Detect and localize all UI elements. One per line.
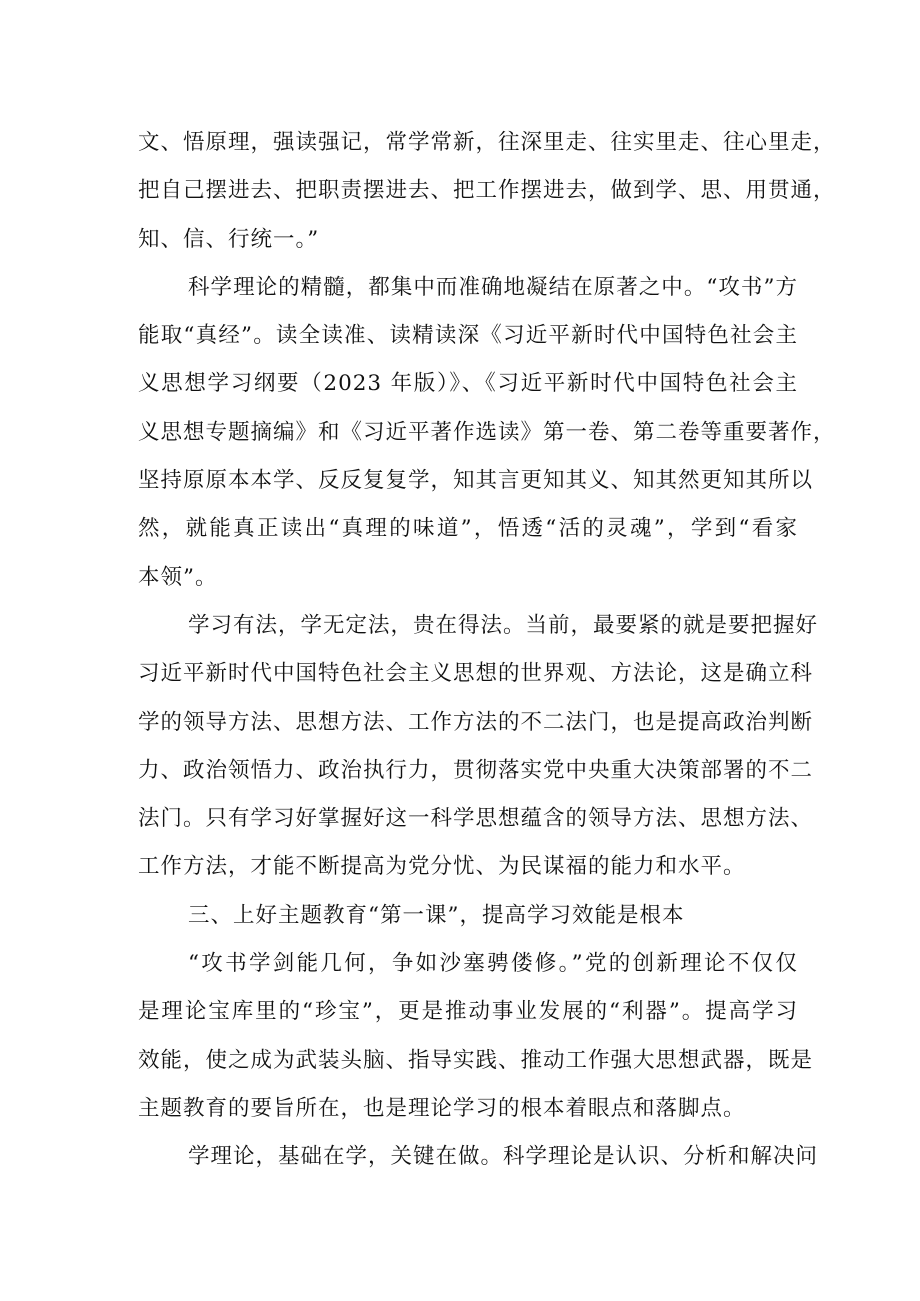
paragraph-first-line: 学习有法，学无定法，贵在得法。当前，最要紧的就是要把握好 <box>188 612 819 638</box>
text-line: 坚持原原本本学、反反复复学，知其言更知其义、知其然更知其所以 <box>138 468 814 494</box>
text-line: 文、悟原理，强读强记，常学常新，往深里走、往实里走、往心里走， <box>138 130 836 155</box>
text-line: 知、信、行统一。” <box>138 226 320 252</box>
text-line: 能取“真经”。读全读准、读精读深《习近平新时代中国特色社会主 <box>138 323 798 349</box>
paragraph-first-line: 学理论，基础在学，关键在做。科学理论是认识、分析和解决问 <box>188 1144 819 1170</box>
text-line: 力、政治领悟力、政治执行力，贯彻落实党中央重大决策部署的不二 <box>138 757 814 783</box>
text-line: 效能，使之成为武装头脑、指导实践、推动工作强大思想武器，既是 <box>138 1047 814 1073</box>
paragraph-first-line: “攻书学剑能几何，争如沙塞骋偻修。”党的创新理论不仅仅 <box>188 951 798 977</box>
text-line: 学的领导方法、思想方法、工作方法的不二法门，也是提高政治判断 <box>138 709 814 735</box>
text-line: 义思想专题摘编》和《习近平著作选读》第一卷、第二卷等重要著作， <box>138 419 836 445</box>
text-line: 法门。只有学习好掌握好这一科学思想蕴含的领导方法、思想方法、 <box>138 806 814 832</box>
section-heading: 三、上好主题教育“第一课”，提高学习效能是根本 <box>188 902 685 928</box>
text-line: 然，就能真正读出“真理的味道”，悟透“活的灵魂”，学到“看家 <box>138 516 798 542</box>
text-line: 是理论宝库里的“珍宝”，更是推动事业发展的“利器”。提高学习 <box>138 999 798 1025</box>
text-line: 义思想学习纲要（2023 年版）》、《习近平新时代中国特色社会主 <box>138 371 798 397</box>
text-line: 把自己摆进去、把职责摆进去、把工作摆进去，做到学、思、用贯通， <box>138 178 836 204</box>
paragraph-first-line: 科学理论的精髓，都集中而准确地凝结在原著之中。“攻书”方 <box>188 274 798 300</box>
text-line: 习近平新时代中国特色社会主义思想的世界观、方法论，这是确立科 <box>138 661 814 687</box>
document-body <box>138 119 836 1182</box>
text-line: 主题教育的要旨所在，也是理论学习的根本着眼点和落脚点。 <box>138 1095 746 1121</box>
text-line: 本领”。 <box>138 564 218 590</box>
text-line: 工作方法，才能不断提高为党分忧、为民谋福的能力和水平。 <box>138 854 746 880</box>
